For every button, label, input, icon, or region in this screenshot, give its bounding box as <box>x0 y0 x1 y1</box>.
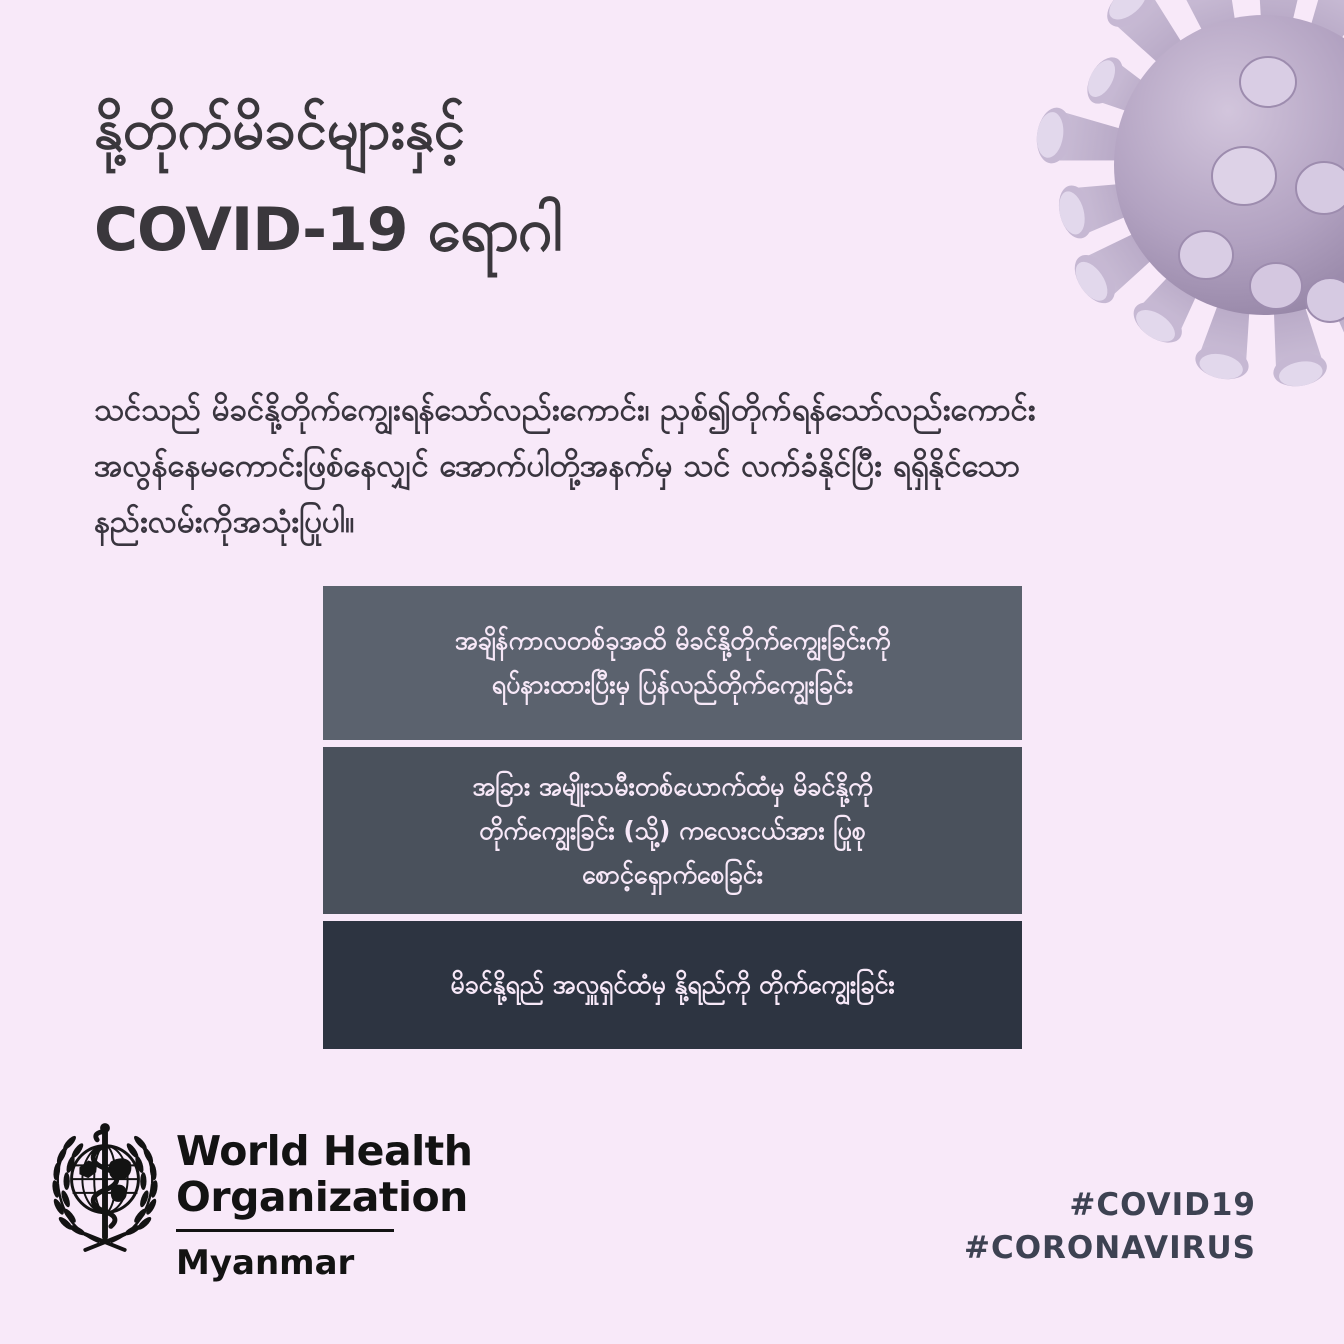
who-name-line-1: World Health <box>176 1127 473 1175</box>
title-line-2: COVID-19 ရောဂါ <box>94 194 562 265</box>
hashtags <box>964 1184 1256 1270</box>
option-1-line-2: ရပ်နားထားပြီးမှ ပြန်လည်တိုက်ကျွေးခြင်း <box>491 670 854 699</box>
intro-line-3: နည်းလမ်းကိုအသုံးပြုပါ။ <box>94 504 355 540</box>
options-list <box>323 586 1022 1049</box>
page-title <box>94 92 562 266</box>
who-emblem-icon <box>46 1122 164 1254</box>
intro-line-2: အလွန်နေမကောင်းဖြစ်နေလျှင် အောက်ပါတို့အနက်မှ သင် လက်ခံနိုင်ပြီး ရရှိနိုင်သော <box>94 448 1020 484</box>
option-2-line-2: တိုက်ကျွေးခြင်း (သို့) ကလေးငယ်အား ပြုစု <box>479 815 866 845</box>
intro-line-1: သင်သည် မိခင်နို့တိုက်ကျွေးရန်သော်လည်းကောင်း၊ ညှစ်၍တိုက်ရန်သော်လည်းကောင်း <box>94 392 1036 428</box>
option-1-line-1: အချိန်ကာလတစ်ခုအထိ မိခင်နို့တိုက်ကျွေးခြင်းကို <box>454 626 891 655</box>
hashtag-coronavirus: #CORONAVIRUS <box>963 1230 1256 1266</box>
who-logo <box>46 1122 164 1254</box>
option-2-line-1: အခြား အမျိုးသမီးတစ်ယောက်ထံမှ မိခင်နို့ကို <box>472 771 873 801</box>
option-box-3 <box>323 921 1022 1049</box>
virus-surface-discs <box>1179 57 1344 322</box>
who-name-line-2: Organization <box>176 1173 468 1221</box>
option-3-line-1: မိခင်နို့ရည် အလှူရှင်ထံမှ နို့ရည်ကို တိုက်ကျွေးခြင်း <box>450 970 895 999</box>
option-box-2 <box>323 747 1022 914</box>
who-wordmark <box>176 1128 472 1283</box>
virus-spikes <box>1033 0 1344 390</box>
who-country-label: Myanmar <box>176 1243 355 1283</box>
option-2-line-3: စောင့်ရှောက်စေခြင်း <box>581 859 764 889</box>
option-box-1 <box>323 586 1022 740</box>
hashtag-covid19: #COVID19 <box>1069 1187 1256 1223</box>
intro-paragraph <box>94 382 1264 550</box>
virus-body <box>1114 15 1344 315</box>
title-line-1: နို့တိုက်မိခင်များနှင့် <box>94 97 465 162</box>
who-divider <box>176 1229 394 1232</box>
